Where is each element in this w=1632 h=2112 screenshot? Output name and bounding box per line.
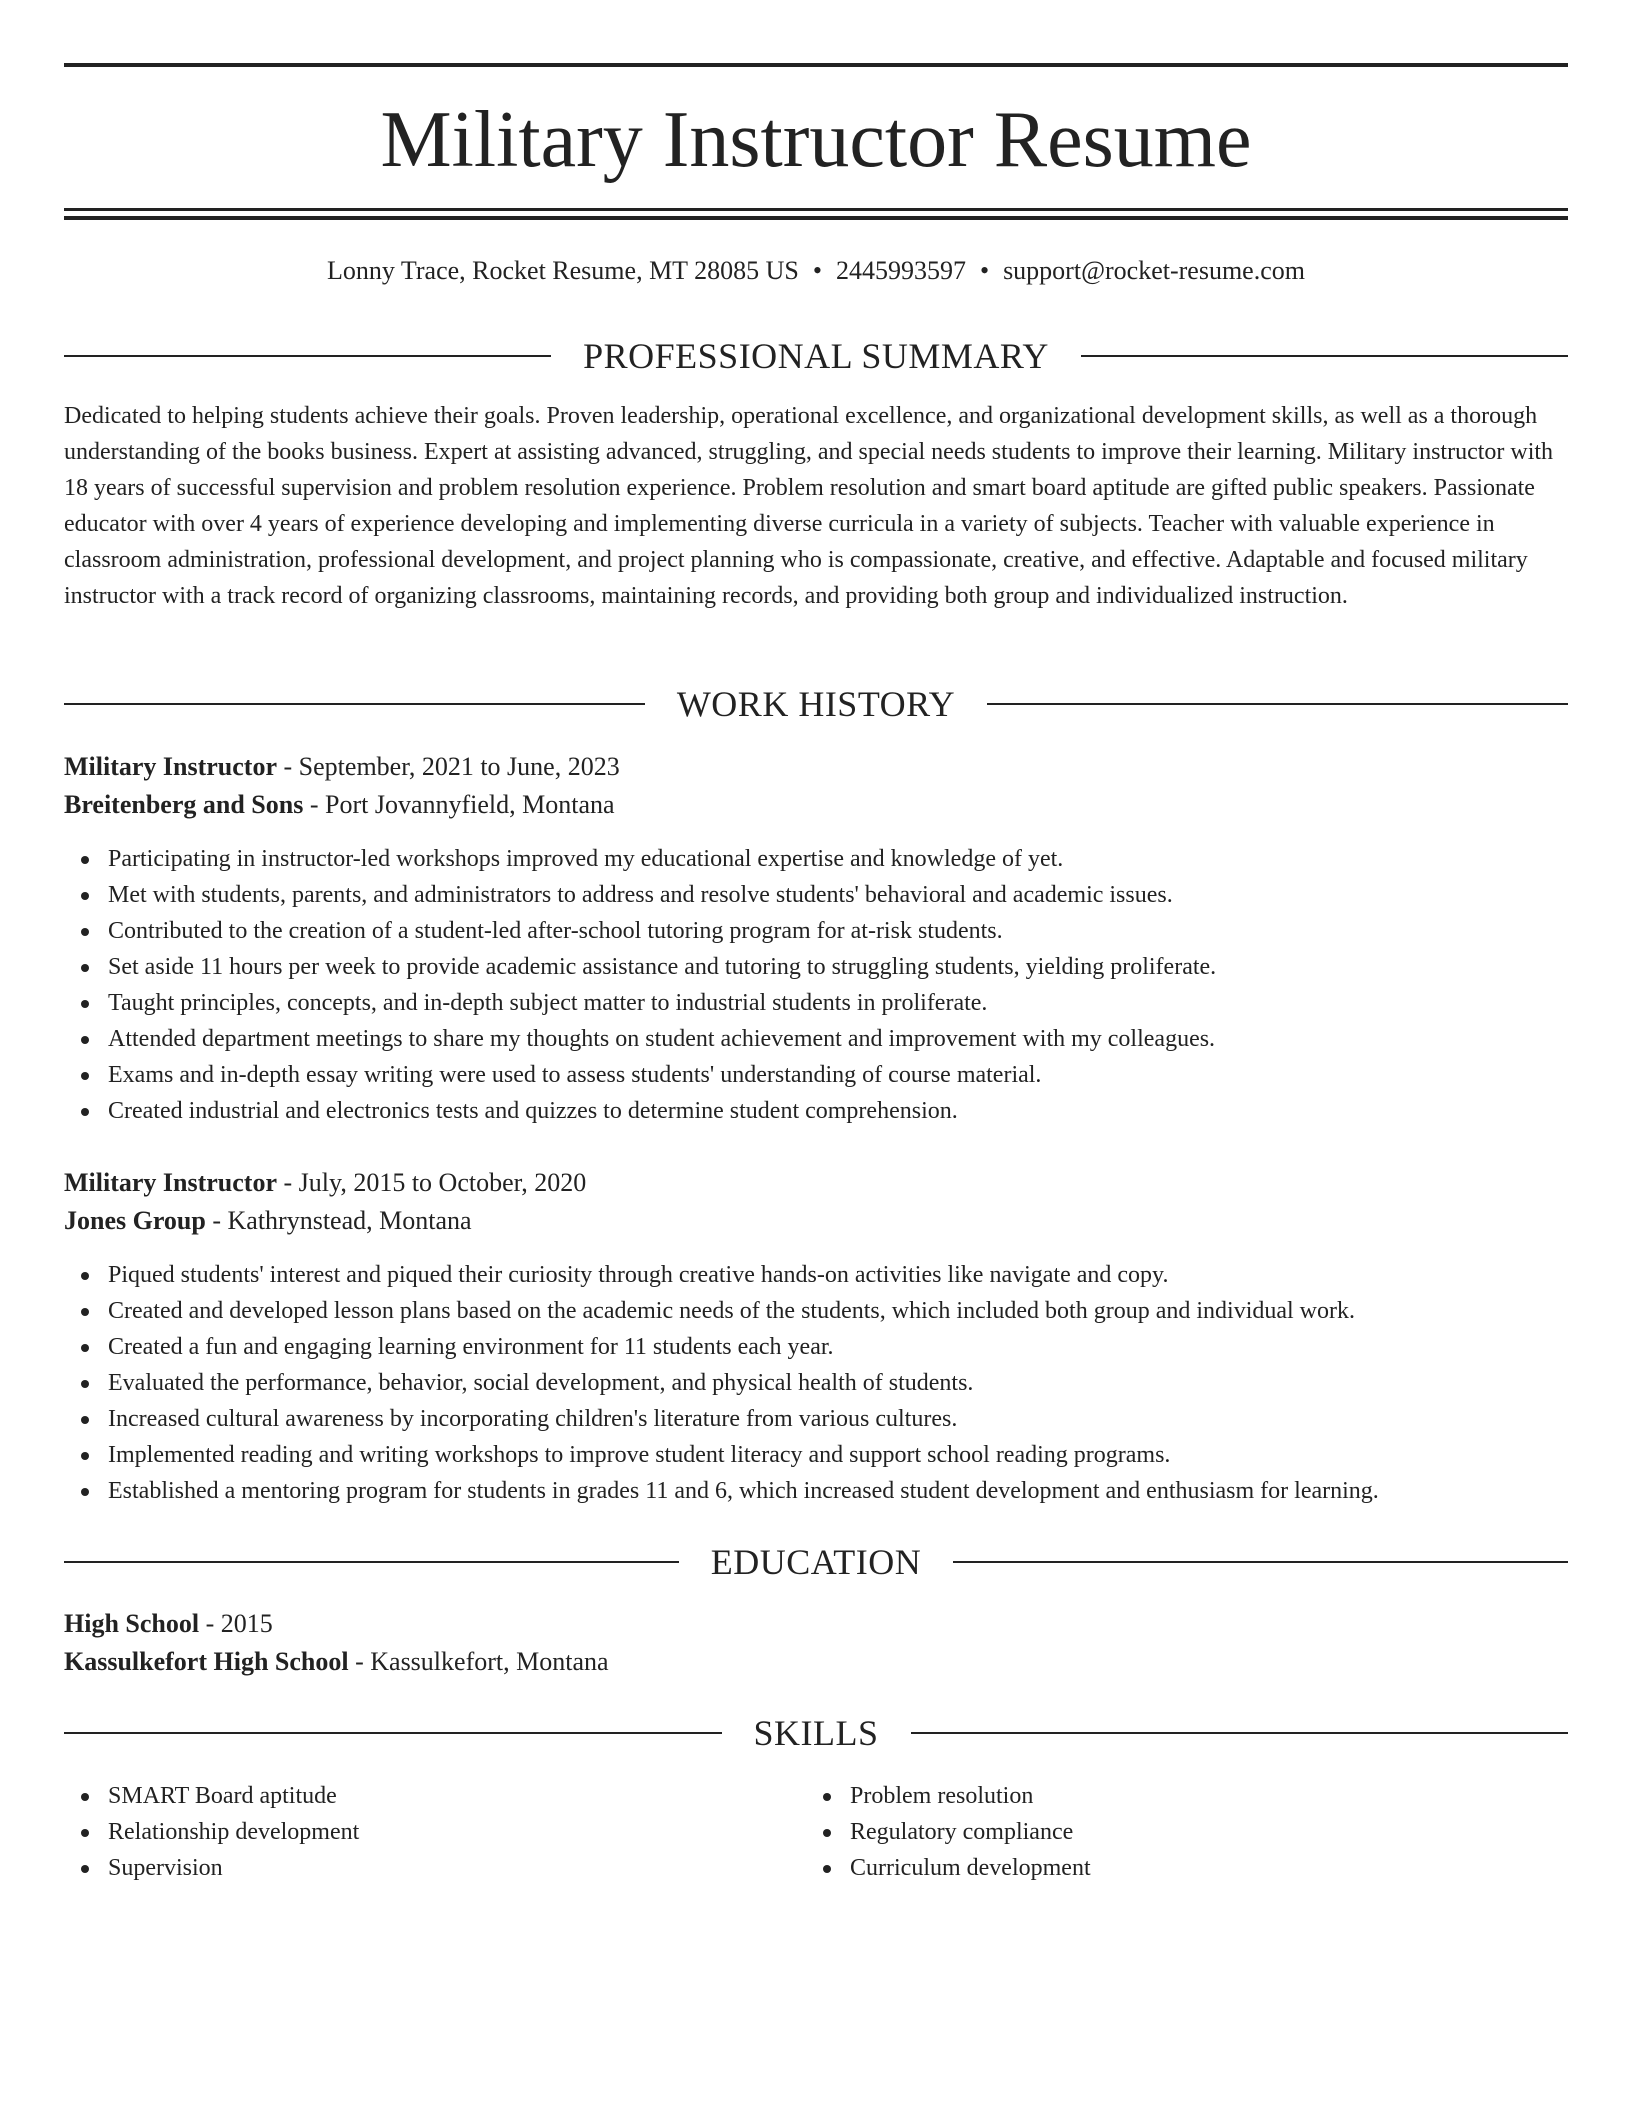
- job-bullets: [64, 841, 1568, 1129]
- heading-rule: [64, 355, 551, 357]
- skill-item: SMART Board aptitude: [64, 1778, 1568, 1814]
- contact-email: support@rocket-resume.com: [1003, 256, 1305, 285]
- section-heading-work: [64, 682, 1568, 726]
- contact-line: [64, 255, 1568, 287]
- list-item: Exams and in-depth essay writing were used to assess students' understanding of course material.: [64, 1057, 1568, 1093]
- contact-separator: •: [812, 256, 822, 285]
- section-heading-skills: [64, 1711, 1568, 1755]
- education-year: - 2015: [199, 1609, 273, 1638]
- list-item: Set aside 11 hours per week to provide academic assistance and tutoring to struggling students, yielding proliferate.: [64, 949, 1568, 985]
- job-bullets: [64, 1257, 1568, 1509]
- list-item: Piqued students' interest and piqued their curiosity through creative hands-on activities like navigate and copy.: [64, 1257, 1568, 1293]
- title-rule-lower: [64, 216, 1568, 220]
- top-rule: [64, 63, 1568, 67]
- skill-item: Regulatory compliance: [806, 1814, 1632, 1850]
- list-item: Increased cultural awareness by incorporating children's literature from various cultures.: [64, 1401, 1568, 1437]
- page-title: Military Instructor Resume: [380, 96, 1252, 184]
- section-title: EDUCATION: [710, 1542, 922, 1582]
- list-item: Created and developed lesson plans based on the academic needs of the students, which included both group and individual work.: [64, 1293, 1568, 1329]
- job-location: - Kathrynstead, Montana: [205, 1206, 472, 1235]
- heading-rule: [987, 703, 1568, 705]
- heading-rule: [64, 1561, 679, 1563]
- list-item: Evaluated the performance, behavior, social development, and physical health of students.: [64, 1365, 1568, 1401]
- education-location: - Kassulkefort, Montana: [348, 1647, 609, 1676]
- contact-separator: •: [979, 256, 990, 285]
- job-location: - Port Jovannyfield, Montana: [303, 790, 615, 819]
- job-dates: - July, 2015 to October, 2020: [277, 1168, 587, 1197]
- heading-rule: [911, 1732, 1569, 1734]
- section-title: WORK HISTORY: [676, 684, 956, 724]
- heading-rule: [953, 1561, 1568, 1563]
- job-title: Military Instructor: [64, 1168, 278, 1197]
- job-company: Jones Group: [64, 1206, 206, 1235]
- heading-rule: [64, 703, 645, 705]
- skill-item: Supervision: [64, 1850, 1568, 1886]
- job-company: Breitenberg and Sons: [64, 790, 304, 819]
- skill-item: Problem resolution: [806, 1778, 1632, 1814]
- list-item: Implemented reading and writing workshops to improve student literacy and support school reading programs.: [64, 1437, 1568, 1473]
- education-degree: High School: [64, 1609, 200, 1638]
- job-title-line: [64, 749, 1568, 785]
- skills-list-right: [806, 1778, 1632, 1886]
- section-title: PROFESSIONAL SUMMARY: [583, 336, 1049, 376]
- skill-item: Relationship development: [64, 1814, 1568, 1850]
- job-dates: - September, 2021 to June, 2023: [277, 752, 620, 781]
- list-item: Participating in instructor-led workshops improved my educational expertise and knowledge of yet.: [64, 841, 1568, 877]
- title-rule-upper: [64, 208, 1568, 211]
- heading-rule: [1081, 355, 1568, 357]
- list-item: Taught principles, concepts, and in-depth subject matter to industrial students in proliferate.: [64, 985, 1568, 1021]
- contact-address: Lonny Trace, Rocket Resume, MT 28085 US: [327, 256, 799, 285]
- list-item: Established a mentoring program for students in grades 11 and 6, which increased student development and enthusiasm for learning.: [64, 1473, 1568, 1509]
- list-item: Attended department meetings to share my thoughts on student achievement and improvement with my colleagues.: [64, 1021, 1568, 1057]
- section-heading-summary: [64, 334, 1568, 378]
- education-school: Kassulkefort High School: [64, 1647, 349, 1676]
- list-item: Met with students, parents, and administrators to address and resolve students' behavioral and academic issues.: [64, 877, 1568, 913]
- job-company-line: [64, 787, 1568, 823]
- summary-text: Dedicated to helping students achieve their goals. Proven leadership, operational excellence, and organizational development skills, as well as a thorough understanding of the books business. Expert at assisting advanced, struggling, and special needs students to improve their learning. Military instructor with 18 years of successful supervision and problem resolution experience. Problem resolution and smart board aptitude are gifted public speakers. Passionate educator with over 4 years of experience developing and implementing diverse curricula in a variety of subjects. Teacher with valuable experience in classroom administration, professional development, and project planning who is compassionate, creative, and effective. Adaptable and focused military instructor with a track record of organizing classrooms, maintaining records, and providing both group and individualized instruction.: [64, 403, 1554, 609]
- contact-phone: 2445993597: [835, 256, 966, 285]
- list-item: Created a fun and engaging learning environment for 11 students each year.: [64, 1329, 1568, 1365]
- section-heading-education: [64, 1540, 1568, 1584]
- job-title-line: [64, 1165, 1568, 1201]
- heading-rule: [64, 1732, 722, 1734]
- education-degree-line: [64, 1606, 1568, 1642]
- section-title: SKILLS: [753, 1713, 879, 1753]
- list-item: Contributed to the creation of a student-led after-school tutoring program for at-risk students.: [64, 913, 1568, 949]
- skill-item: Curriculum development: [806, 1850, 1632, 1886]
- job-title: Military Instructor: [64, 752, 278, 781]
- education-school-line: [64, 1644, 1568, 1680]
- job-company-line: [64, 1203, 1568, 1239]
- list-item: Created industrial and electronics tests and quizzes to determine student comprehension.: [64, 1093, 1568, 1129]
